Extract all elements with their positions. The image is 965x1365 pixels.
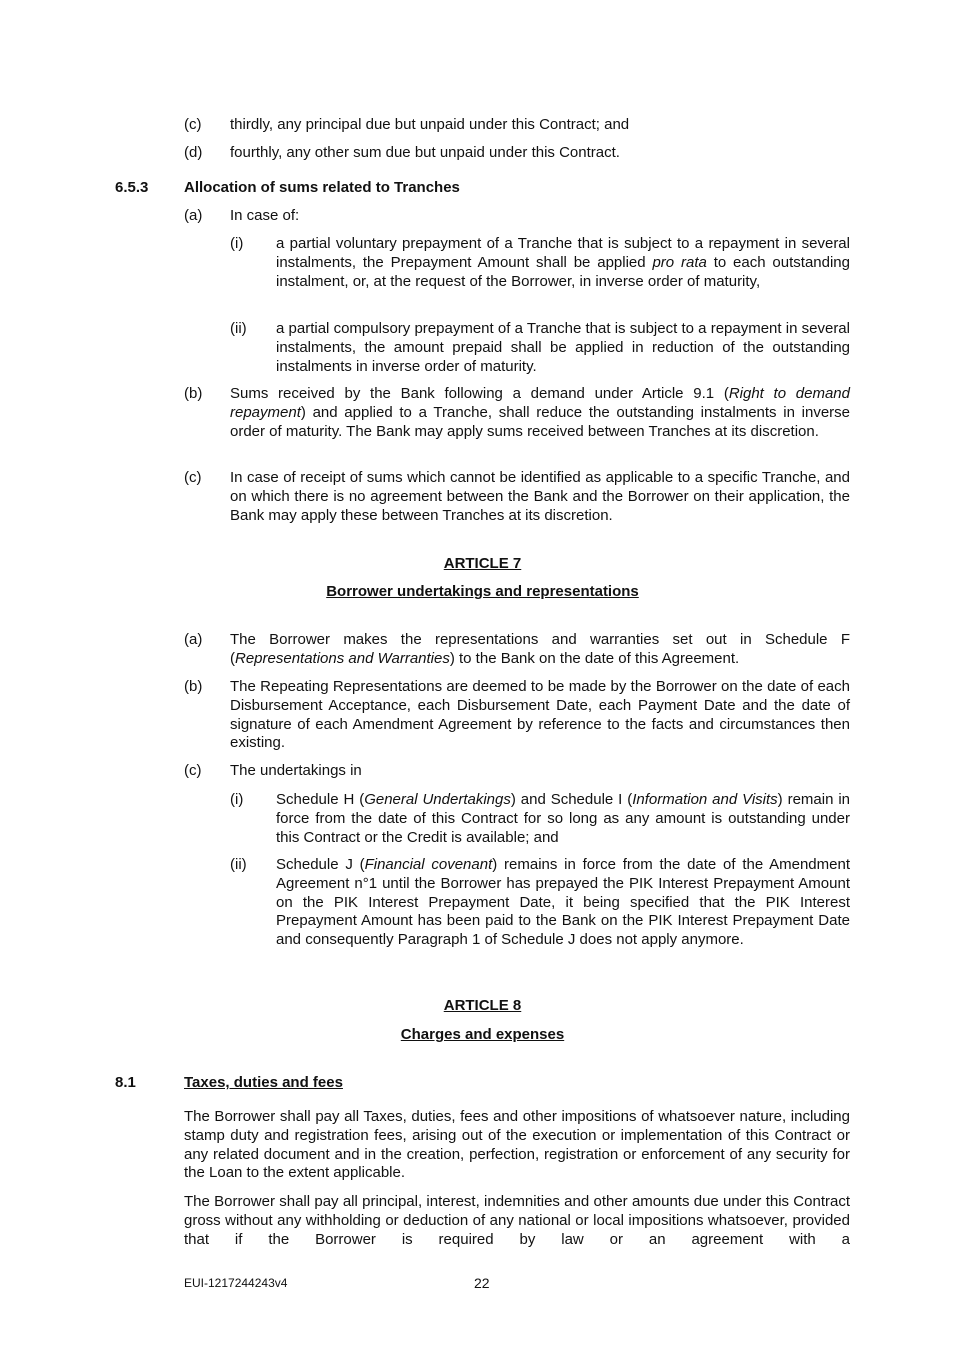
item-text xyxy=(230,678,850,753)
text-segment: fourthly, any other sum due but unpaid under this Contract. xyxy=(230,144,620,161)
text-segment: The Borrower makes the representations and warranties set out in Schedule F ( xyxy=(230,631,850,667)
text-segment: The Repeating Representations are deemed to be made by the Borrower on the date of each Disbursement Acceptance, each Disbursement Date, each Payment Date and the date of signature of each Amendment Agreement by reference to the facts and circumstances then existing. xyxy=(230,678,850,752)
document-id: EUI-1217244243v4 xyxy=(184,1276,288,1290)
section-title xyxy=(184,179,850,198)
item-label: (c) xyxy=(184,762,202,779)
text-segment: Schedule J ( xyxy=(276,856,365,873)
text-segment: ) and Schedule I ( xyxy=(510,791,633,808)
item-text xyxy=(276,235,850,291)
text-segment: Taxes, duties and fees xyxy=(184,1074,343,1091)
item-text xyxy=(230,469,850,525)
item-text xyxy=(184,1108,850,1183)
text-segment: ) and applied to a Tranche, shall reduce the outstanding instalments in inverse order of maturity. The Bank may apply sums received between Tranches at its discretion. xyxy=(230,403,850,440)
article-title: Charges and expenses xyxy=(400,1026,565,1043)
item-label: (i) xyxy=(230,235,244,252)
item-text xyxy=(230,116,850,135)
text-segment: The undertakings in xyxy=(230,762,362,779)
text-segment: a partial compulsory prepayment of a Tranche that is subject to a repayment in several instalments, the amount prepaid shall be applied in reduction of the outstanding instalments in inverse order of maturity. xyxy=(276,320,850,375)
italic-reference: General Undertakings xyxy=(364,791,511,808)
text-segment: ) remain in force from the date of this Contract for so long as any amount is outstanding under this Contract or the Credit is available; and xyxy=(276,791,851,846)
text-segment: The Borrower shall pay all principal, interest, indemnities and other amounts due under this Contract gross without any withholding or deduction of any national or local impositions whatsoever, provided that if the Borrower is required by law or an agreement with a xyxy=(184,1193,850,1248)
item-text xyxy=(230,385,850,441)
text-segment: ) to the Bank on the date of this Agreement. xyxy=(449,649,740,667)
item-text xyxy=(230,762,850,781)
section-number: 8.1 xyxy=(115,1074,136,1091)
text-segment: Allocation of sums related to Tranches xyxy=(184,179,460,196)
item-label: (c) xyxy=(184,116,202,133)
italic-reference: Financial covenant xyxy=(364,856,493,873)
item-label: (ii) xyxy=(230,320,247,337)
section-number: 6.5.3 xyxy=(115,179,149,196)
text-segment: In case of: xyxy=(230,207,300,224)
italic-reference: Right to demand repayment xyxy=(230,385,850,421)
text-segment: Schedule H ( xyxy=(276,791,365,808)
item-label: (a) xyxy=(184,207,203,224)
section-title xyxy=(184,1074,850,1093)
italic-reference: Information and Visits xyxy=(632,791,778,808)
item-text xyxy=(276,320,850,376)
item-text xyxy=(276,856,850,950)
text-segment: Sums received by the Bank following a demand under Article 9.1 ( xyxy=(230,385,729,402)
text-segment: a partial voluntary prepayment of a Tranche that is subject to a repayment in several instalments, the Prepayment Amount shall be applied xyxy=(276,235,850,271)
article-number: ARTICLE 7 xyxy=(443,555,522,572)
text-segment: In case of receipt of sums which cannot be identified as applicable to a specific Tranche, and on which there is no agreement between the Bank and the Borrower on their application, the Bank may apply these between Tranches at its discretion. xyxy=(230,469,850,524)
article-number: ARTICLE 8 xyxy=(443,997,522,1014)
text-segment: The Borrower shall pay all Taxes, duties, fees and other impositions of whatsoever nature, including stamp duty and registration fees, arising out of the execution or implementation of this Contract or any related document and in the creation, perfection, registration or enforcement of any security for the Loan to the extent applicable. xyxy=(184,1108,850,1182)
article-title: Borrower undertakings and representations xyxy=(326,583,639,600)
page-number: 22 xyxy=(474,1275,490,1291)
item-text xyxy=(230,207,850,226)
text-segment: to each outstanding instalment, or, at the request of the Borrower, in inverse order of maturity, xyxy=(276,253,850,290)
item-label: (a) xyxy=(184,631,203,648)
italic-reference: pro rata xyxy=(652,253,707,271)
item-text xyxy=(276,791,850,847)
item-text xyxy=(184,1193,850,1249)
text-segment: ) remains in force from the date of the Amendment Agreement n°1 until the Borrower has prepayed the PIK Interest Prepayment Amount on the PIK Interest Prepayment Date, it being specified that the PIK Interest Prepayment Amount has been paid to the Bank on the PIK Interest Prepayment Date and consequently Paragraph 1 of Schedule J does not apply anymore. xyxy=(276,856,850,948)
item-label: (d) xyxy=(184,144,203,161)
item-text xyxy=(230,144,850,163)
item-label: (c) xyxy=(184,469,202,486)
item-label: (i) xyxy=(230,791,244,808)
item-label: (ii) xyxy=(230,856,247,873)
item-text xyxy=(230,631,850,669)
item-label: (b) xyxy=(184,678,203,695)
italic-reference: Representations and Warranties xyxy=(235,649,450,667)
text-segment: thirdly, any principal due but unpaid under this Contract; and xyxy=(230,116,630,133)
item-label: (b) xyxy=(184,385,203,402)
